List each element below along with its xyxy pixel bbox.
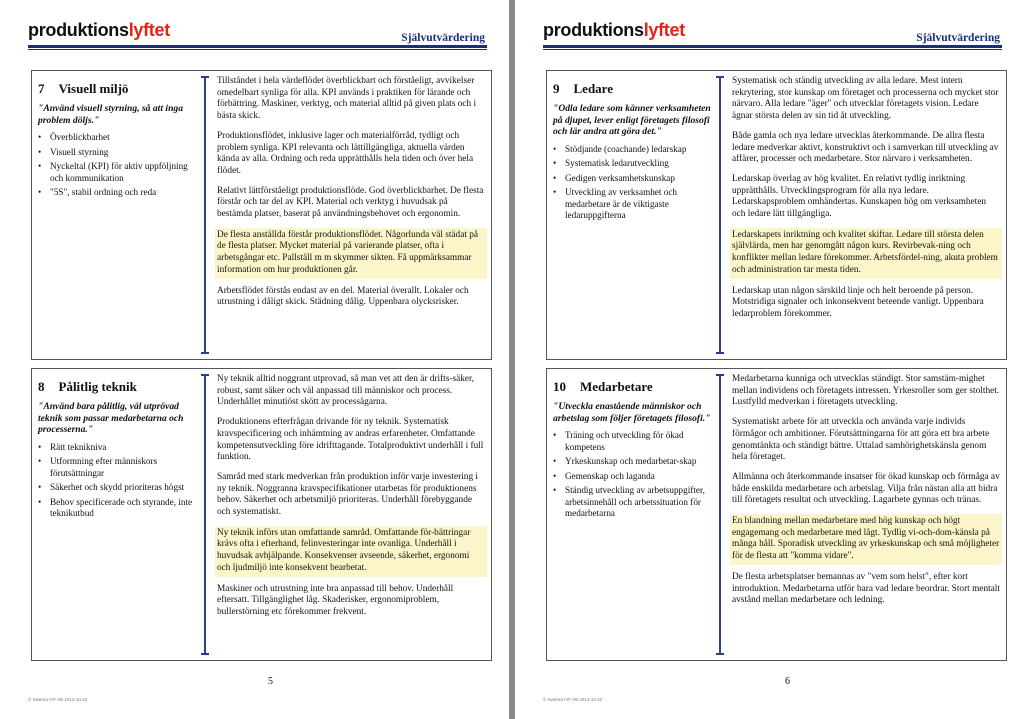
section-8-box [31, 368, 492, 661]
logo: produktionslyftet [28, 20, 170, 40]
bullet-list [553, 430, 711, 520]
level-text: Ledarskap utan någon särskild linje och helt beroende på person. Motstridiga signaler och inkonsekvent beteende vanligt. Uppenbara ledarproblem förekommer. [732, 285, 984, 319]
footer-copyright: © Swerea IVF AB 2013-10-22 [28, 697, 88, 702]
section-quote: "Använd bara pålitlig, väl utprövad teknik som passar medarbetarna och processerna." [38, 401, 184, 435]
level-text: Relativt lättförståeligt produktionsflöde. God överblickbarhet. De flesta förstår och tar del av KPI. Material och verktyg i huvudsak på bestämda platser, baserat på användningsbehovet och ergonomin. [217, 185, 484, 220]
bullet-item: • Gemenskap och laganda [553, 471, 711, 483]
section-left-column [553, 379, 711, 523]
bullet-item: • Nyckeltal (KPI) för aktiv uppföljning och kommunikation [38, 161, 196, 184]
section-levels [217, 75, 485, 316]
section-quote: "Använd visuell styrning, så att inga problem döljs." [38, 103, 183, 126]
section-7-box [31, 70, 492, 360]
bullet-item: • Utveckling av verksamhet och medarbetare är de viktigaste ledaruppgifterna [553, 187, 711, 222]
level-text-highlighted: Ledarskapets inriktning och kvalitet skiftar. Ledare till största delen självlärda, men har genomgått någon kurs. Revirbevak-ning och konflikter mellan ledare förekommer. Arbetsfördel-ning, akuta problem och administration tar mesta tiden. [730, 228, 1002, 279]
bullet-item: • Säkerhet och skydd prioriteras högst [38, 482, 196, 494]
section-levels [732, 373, 1000, 614]
footer-copyright: © Swerea IVF AB 2013-10-22 [543, 697, 603, 702]
level-text-highlighted: De flesta anställda förstår produktionsflödet. Någorlunda väl städat på de flesta platser. Mycket material på varierande platser, ofta i arbetsgångar etc. Pallställ m m skymmer sikten. Få uppmärksammar information om hur produktionen går. [215, 228, 487, 279]
header-rule-thin [28, 49, 487, 50]
bullet-item: • Överblickbarhet [38, 132, 196, 144]
bullet-item: • "5S", stabil ordning och reda [38, 187, 196, 199]
scale-divider [719, 76, 721, 354]
level-text: Arbetsflödet förstås endast av en del. Material överallt. Lokaler och utrustning i dåligt skick. Städning dålig. Uppenbara olycksrisker. [217, 285, 469, 308]
bullet-item: • Visuell styrning [38, 147, 196, 159]
bullet-item: • Stödjande (coachande) ledarskap [553, 144, 711, 156]
level-text: Samråd med stark medverkan från produktion inför varje investering i ny teknik. Noggranna kravspecifikationer utarbetas för produktionens behov. Säkerhet och arbetsmiljö prioriteras. Underhåll förebyggande och systematiskt. [217, 471, 479, 518]
header-rule [543, 45, 1002, 48]
doc-title: Självutvärdering [401, 32, 485, 44]
level-text: Produktionsflödet, inklusive lager och materialförråd, tydligt och problem synliga. KPI relevanta och lättillgängliga, aktuella värden kända av alla. Ordning och reda upprätthålls hela tiden och över hela flödet. [217, 130, 474, 176]
level-text: Allmänna och återkommande insatser för ökad kunskap och förmåga av både enskilda medarbetare och arbetslag. Vilja från nästan alla att bidra till företagets resultat och utveckling. Lagarbete gynnas och tränas. [732, 471, 1000, 506]
bullet-item: • Gedigen verksamhetskunskap [553, 173, 711, 185]
level-text: Systematiskt arbete för att utveckla och använda varje individs förmågor och ambitioner. Förutsättningarna för att göra ett bra arbete genomtänkta och ständigt bättre. Uttalad samhörighetskänsla genom hela företaget. [732, 417, 990, 463]
level-text-highlighted: En blandning mellan medarbetare med hög kunskap och högt engagemang och medarbetare med lågt. Tydlig vi-och-dom-känsla på många håll. Sporadisk utveckling av yrkeskunskap och små möjligheter för de flesta att "komma vidare". [730, 514, 1002, 565]
bullet-item: • Yrkeskunskap och medarbetar-skap [553, 456, 711, 468]
level-text: De flesta arbetsplatser bemannas av "vem som helst", efter kort introduktion. Medarbetarna utför bara vad ledare beordrar. Stort mentalt avstånd mellan medarbetare och ledning. [732, 571, 1000, 606]
page-5 [0, 0, 509, 719]
section-title: 7 Visuell miljö [38, 81, 129, 96]
section-title: 10 Medarbetare [553, 379, 653, 394]
bullet-list [553, 144, 711, 222]
bullet-item: • Systematisk ledarutveckling [553, 158, 711, 170]
section-left-column [38, 81, 196, 202]
page-header [543, 18, 1002, 46]
header-rule-thin [543, 49, 1002, 50]
section-quote: "Utveckla enastående människor och arbetslag som följer företagets filosofi." [553, 401, 711, 424]
section-title: 8 Pålitlig teknik [38, 379, 137, 394]
bullet-item: • Utformning efter människors förutsättningar [38, 456, 196, 479]
level-text: Tillståndet i hela värdeflödet överblickbart och förståeligt, avvikelser omedelbart synliga för alla. KPI används i praktiken för lärande och förbättring. Maskiner, verktyg, och material alltid på given plats och i bästa skick. [217, 76, 477, 122]
header-rule [28, 45, 487, 48]
scale-divider [719, 374, 721, 655]
level-text: Produktionens efterfrågan drivande för ny teknik. Systematisk kravspecificering och inhämtning av andras erfarenheter. Omfattande kompetensutveckling före idrifttagande. Totalproduktivt underhåll i full funktion. [217, 417, 484, 463]
page-header [28, 18, 487, 46]
bullet-list [38, 442, 196, 520]
page-6 [515, 0, 1024, 719]
bullet-item: • Rätt teknikniva [38, 442, 196, 454]
section-9-box [546, 70, 1007, 360]
section-title: 9 Ledare [553, 81, 613, 96]
level-text: Systematisk och ständig utveckling av alla ledare. Mest intern rekrytering, stor kunskap om företaget och processerna och mycket stor närvaro. Alla ledare "äger" och utvecklar företagets vision. Ledare ägnar största delen av sin tid åt utveckling. [732, 76, 999, 122]
bullet-list [38, 132, 196, 199]
scale-divider [204, 76, 206, 354]
section-left-column [553, 81, 711, 225]
level-text: Ledarskap överlag av hög kvalitet. En relativt tydlig inriktning upprätthålls. Utvecklingsprogram för alla nya ledare. Ledarskapsproblem omhändertas. Kunskapen hög om verksamheten och ledare lätt tillgängliga. [732, 173, 987, 220]
section-levels [217, 373, 485, 626]
section-left-column [38, 379, 196, 523]
level-text-highlighted: Ny teknik införs utan omfattande samråd. Omfattande för-bättringar krävs ofta i efterhand, felinvesteringar inte ovanliga. Underhåll i huvudsak avhjälpande. Konsekvenser avseende, säkerhet, ergonomi och ljudmiljö inte konsekvent bearbetat. [215, 526, 487, 577]
level-text: Maskiner och utrustning inte bra anpassad till behov. Underhåll eftersatt. Tillgänglighet låg. Skaderisker, ergonomiproblem, bullerstörning etc förekommer frekvent. [217, 583, 454, 617]
page-number: 6 [785, 676, 790, 687]
page-number: 5 [268, 676, 273, 687]
logo: produktionslyftet [543, 20, 685, 40]
level-text: Medarbetarna kunniga och utvecklas ständigt. Stor samstäm-mighet mellan individens och företagets intressen. Yrkesroller som ger stolthet. Lustfylld medverkan i företagets utveckling. [732, 374, 1000, 408]
section-levels [732, 75, 1000, 328]
section-10-box [546, 368, 1007, 661]
level-text: Både gamla och nya ledare utvecklas återkommande. De allra flesta ledare medverkar aktivt, konstruktivt och i samverkan till utveckling av affärer, processer och medarbetare. Stor närvaro i verksamheten. [732, 130, 999, 165]
bullet-item: • Behov specificerade och styrande, inte teknikutbud [38, 497, 196, 520]
scale-divider [204, 374, 206, 655]
level-text: Ny teknik alltid noggrant utprovad, så man vet att den är drifts-säker, robust, samt säker och väl anpassad till människor och process. Underhållet minutiöst skött av processägarna. [217, 374, 475, 408]
bullet-item: • Träning och utveckling för ökad kompetens [553, 430, 711, 453]
doc-title: Självutvärdering [916, 32, 1000, 44]
bullet-item: • Ständig utveckling av arbetsuppgifter, arbetsinnehåll och arbetssituation för medarbetarna [553, 485, 711, 520]
section-quote: "Odla ledare som känner verksamheten på djupet, lever enligt företagets filosofi och lär andra att göra det." [553, 103, 711, 137]
